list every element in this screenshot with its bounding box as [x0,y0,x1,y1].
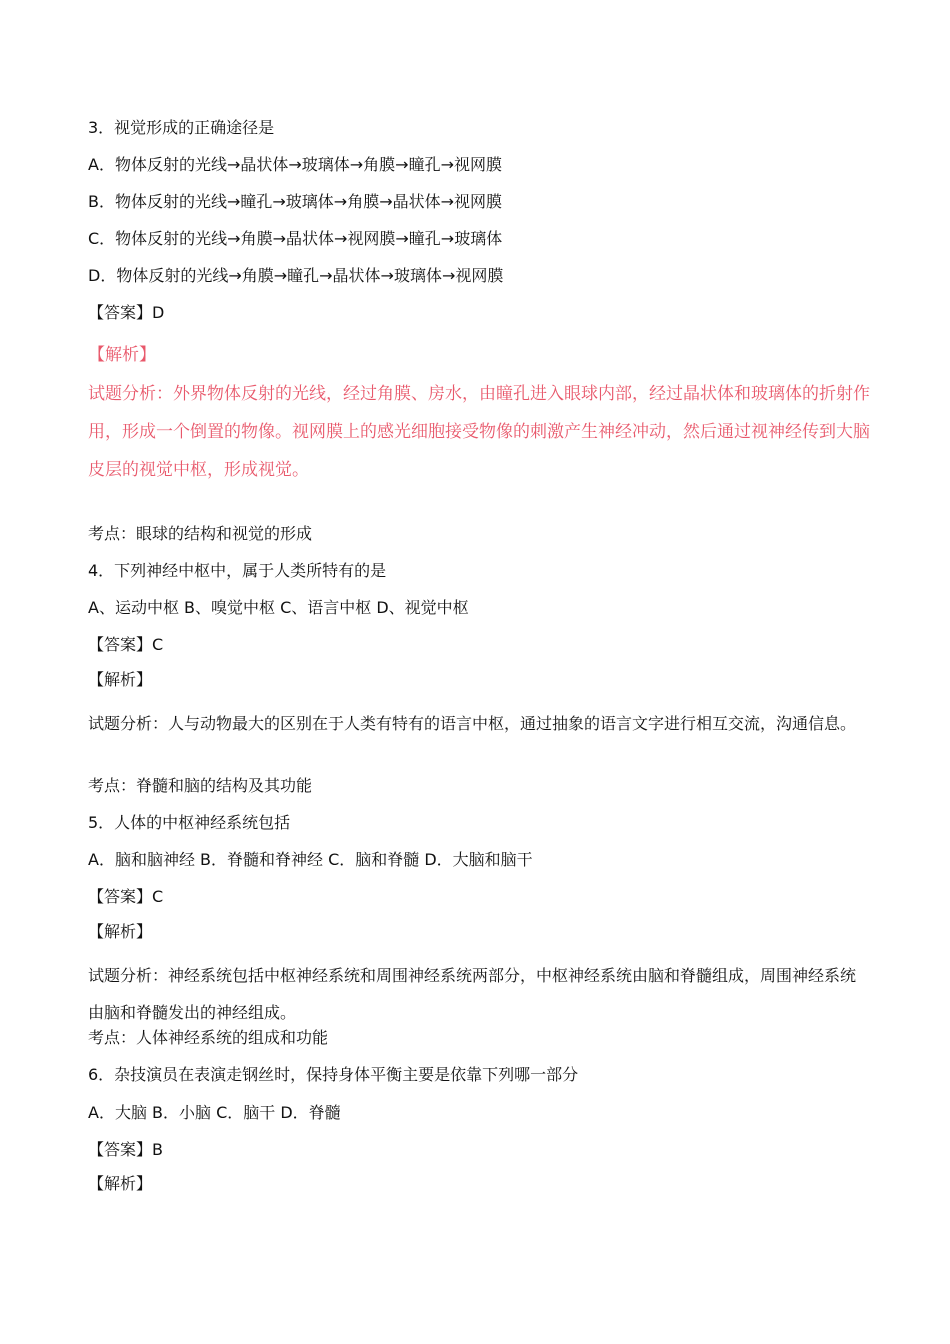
q3-option-c: C．物体反射的光线→角膜→晶状体→视网膜→瞳孔→玻璃体 [88,229,503,248]
q3-exam-point: 考点：眼球的结构和视觉的形成 [88,524,313,543]
q3-option-b: B．物体反射的光线→瞳孔→玻璃体→角膜→晶状体→视网膜 [88,192,503,211]
q3-stem: 3．视觉形成的正确途径是 [88,118,275,137]
q4-analysis-heading: 【解析】 [88,670,153,689]
q3-option-a: A．物体反射的光线→晶状体→玻璃体→角膜→瞳孔→视网膜 [88,155,502,174]
q4-exam-point: 考点：脊髓和脑的结构及其功能 [88,776,313,795]
q5-analysis-heading: 【解析】 [88,922,153,941]
q3-option-d: D．物体反射的光线→角膜→瞳孔→晶状体→玻璃体→视网膜 [88,266,504,285]
q3-analysis-line-2: 用，形成一个倒置的物像。视网膜上的感光细胞接受物像的刺激产生神经冲动，然后通过视神经传到大脑 [88,422,870,442]
q5-stem: 5．人体的中枢神经系统包括 [88,813,291,832]
q5-answer: 【答案】C [88,887,164,906]
q4-analysis: 试题分析：人与动物最大的区别在于人类有特有的语言中枢，通过抽象的语言文字进行相互交流，沟通信息。 [88,714,857,733]
q3-analysis-heading: 【解析】 [88,345,156,365]
q6-stem: 6．杂技演员在表演走钢丝时，保持身体平衡主要是依靠下列哪一部分 [88,1065,579,1084]
q4-stem: 4．下列神经中枢中，属于人类所特有的是 [88,561,387,580]
q3-answer: 【答案】D [88,303,165,322]
q4-answer: 【答案】C [88,635,164,654]
q5-exam-point: 考点：人体神经系统的组成和功能 [88,1028,329,1047]
q3-analysis-line-1: 试题分析：外界物体反射的光线，经过角膜、房水，由瞳孔进入眼球内部，经过晶状体和玻璃体的折射作 [88,384,870,404]
q6-options: A．大脑 B．小脑 C．脑干 D．脊髓 [88,1103,341,1122]
q6-analysis-heading: 【解析】 [88,1174,153,1193]
q4-options: A、运动中枢 B、嗅觉中枢 C、语言中枢 D、视觉中枢 [88,598,469,617]
q3-analysis-line-3: 皮层的视觉中枢，形成视觉。 [88,460,309,480]
q5-analysis: 试题分析：神经系统包括中枢神经系统和周围神经系统两部分，中枢神经系统由脑和脊髓组成，周围神经系统由脑和脊髓发出的神经组成。 [88,966,857,1022]
q5-options: A．脑和脑神经 B．脊髓和脊神经 C．脑和脊髓 D．大脑和脑干 [88,850,533,869]
q6-answer: 【答案】B [88,1140,163,1159]
